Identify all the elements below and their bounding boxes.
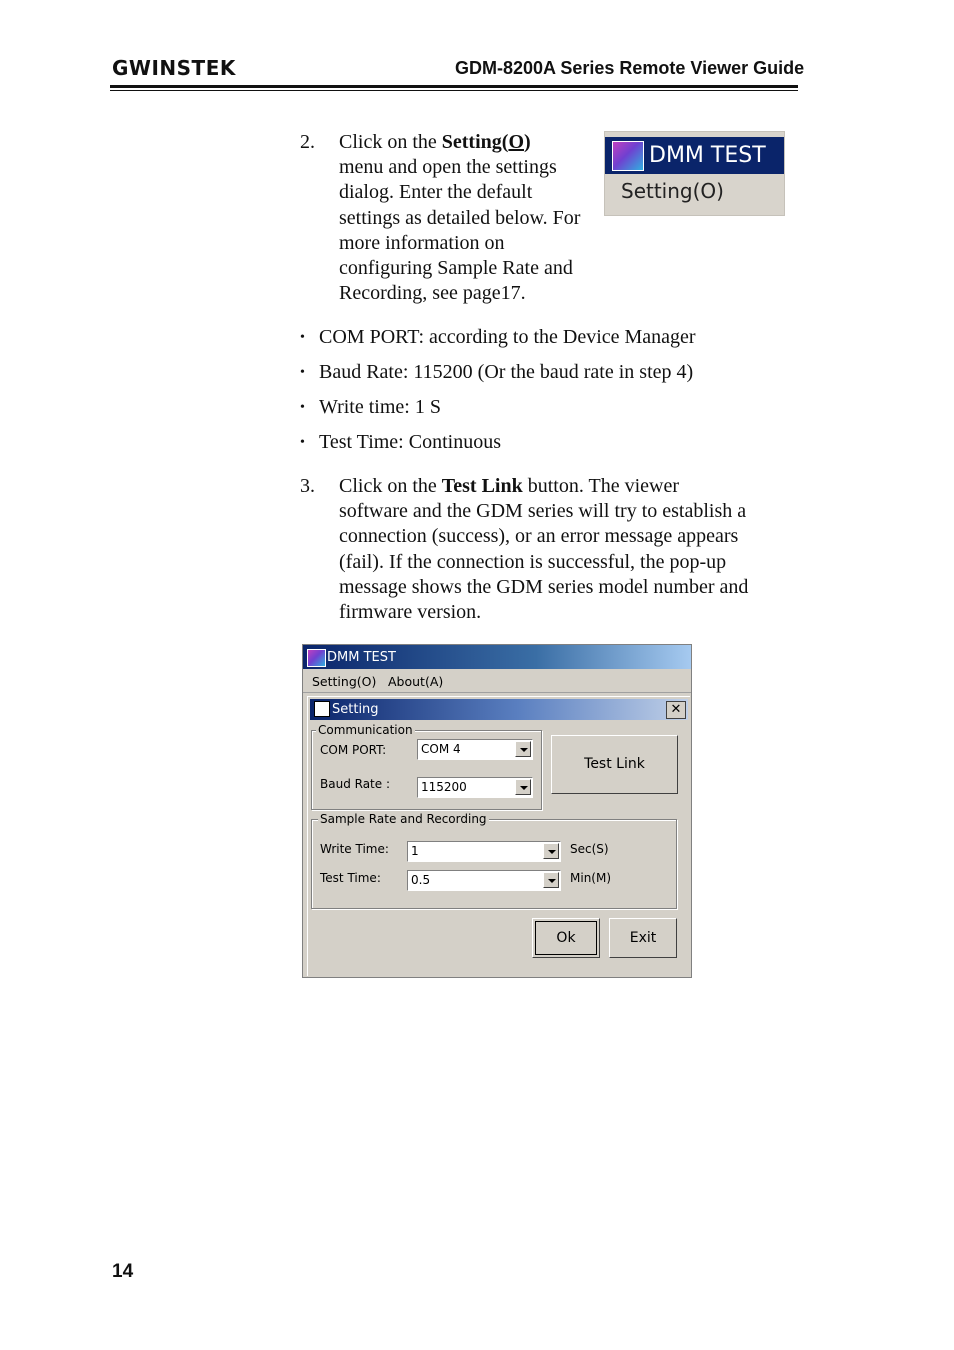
snapshot-setting-menu[interactable]: Setting(O) bbox=[621, 179, 724, 203]
ok-button[interactable]: Ok bbox=[532, 918, 600, 958]
window-title: DMM TEST bbox=[327, 650, 396, 665]
test-time-unit: Min(M) bbox=[570, 871, 612, 885]
header-rule bbox=[110, 85, 798, 88]
step-3-line-1: Click on the Test Link button. The viewer bbox=[339, 475, 679, 497]
bullet-dot: • bbox=[300, 330, 305, 345]
chevron-down-icon[interactable] bbox=[515, 779, 531, 795]
sample-rate-group bbox=[311, 819, 677, 909]
dmm-app-icon bbox=[612, 141, 644, 171]
step-3-line-4: (fail). If the connection is successful, the pop-up bbox=[339, 550, 727, 573]
sample-rate-legend: Sample Rate and Recording bbox=[320, 812, 487, 826]
settings-menu-snapshot bbox=[604, 131, 785, 216]
step-2-text bbox=[339, 130, 604, 306]
step-2-line-1: Click on the Setting(O) bbox=[339, 131, 531, 153]
header-rule-thin bbox=[110, 90, 798, 91]
dmm-test-window bbox=[302, 644, 692, 978]
exit-button[interactable]: Exit bbox=[609, 918, 677, 958]
snapshot-title: DMM TEST bbox=[649, 143, 766, 168]
com-port-label: COM PORT: bbox=[320, 743, 387, 757]
bullet-test-time: Test Time: Continuous bbox=[319, 431, 501, 453]
step-2-line-2: menu and open the settings bbox=[339, 156, 557, 179]
bullet-dot: • bbox=[300, 435, 305, 450]
snapshot-title-bar bbox=[605, 137, 784, 174]
test-link-button[interactable]: Test Link bbox=[551, 735, 678, 794]
bullet-dot: • bbox=[300, 400, 305, 415]
step-2-line-7: Recording, see page17. bbox=[339, 282, 526, 305]
bullet-com-port: COM PORT: according to the Device Manager bbox=[319, 326, 696, 348]
write-time-unit: Sec(S) bbox=[570, 842, 609, 856]
step-3-number: 3. bbox=[300, 475, 315, 497]
com-port-select[interactable] bbox=[417, 739, 533, 760]
dialog-title: Setting bbox=[332, 702, 379, 717]
menu-setting[interactable]: Setting(O) bbox=[312, 674, 377, 689]
step-3-line-2: software and the GDM series will try to establish a bbox=[339, 500, 747, 523]
baud-rate-select[interactable] bbox=[417, 777, 533, 798]
dialog-title-bar bbox=[310, 699, 688, 720]
bullet-dot: • bbox=[300, 365, 305, 380]
test-time-label: Test Time: bbox=[320, 871, 381, 885]
step-2-line-4: settings as detailed below. For bbox=[339, 206, 581, 229]
step-2-line-5: more information on bbox=[339, 231, 505, 254]
write-time-label: Write Time: bbox=[320, 842, 389, 856]
test-time-select[interactable] bbox=[407, 870, 561, 891]
com-port-value: COM 4 bbox=[421, 742, 461, 756]
header-title: GDM-8200A Series Remote Viewer Guide bbox=[455, 58, 805, 78]
step-2-line-3: dialog. Enter the default bbox=[339, 181, 533, 204]
dmm-app-icon bbox=[307, 649, 326, 667]
chevron-down-icon[interactable] bbox=[515, 741, 531, 757]
step-3-line-3: connection (success), or an error message appears bbox=[339, 525, 739, 548]
write-time-value: 1 bbox=[411, 844, 419, 858]
menu-bar bbox=[303, 670, 691, 693]
test-time-value: 0.5 bbox=[411, 873, 431, 887]
bullet-write-time: Write time: 1 S bbox=[319, 396, 441, 418]
step-3-line-6: firmware version. bbox=[339, 601, 482, 624]
chevron-down-icon[interactable] bbox=[543, 872, 559, 888]
chevron-down-icon[interactable] bbox=[543, 843, 559, 859]
step-3-text bbox=[339, 474, 799, 625]
step-3-line-5: message shows the GDM series model number and bbox=[339, 575, 749, 598]
bullet-baud-rate: Baud Rate: 115200 (Or the baud rate in step 4) bbox=[319, 361, 694, 383]
communication-legend: Communication bbox=[318, 723, 413, 737]
menu-about[interactable]: About(A) bbox=[388, 674, 444, 689]
setting-dialog bbox=[307, 696, 690, 976]
step-2-line-6: configuring Sample Rate and bbox=[339, 257, 573, 280]
page-number: 14 bbox=[112, 1261, 134, 1282]
write-time-select[interactable] bbox=[407, 841, 561, 862]
baud-rate-label: Baud Rate : bbox=[320, 777, 390, 791]
close-icon[interactable]: ✕ bbox=[666, 701, 686, 719]
step-2-number: 2. bbox=[300, 131, 315, 153]
setting-icon bbox=[314, 701, 330, 717]
window-title-bar bbox=[303, 645, 691, 669]
baud-rate-value: 115200 bbox=[421, 780, 467, 794]
gwinstek-logo: GWINSTEK bbox=[112, 56, 236, 80]
